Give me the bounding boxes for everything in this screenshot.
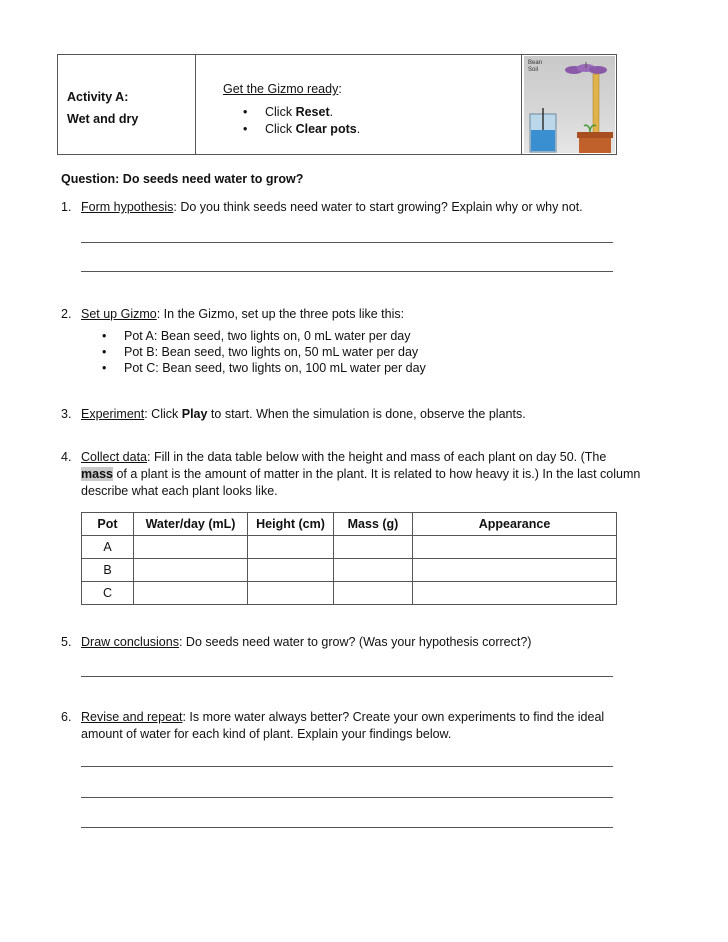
- bullet-icon: •: [243, 105, 248, 119]
- pot-cell: C: [82, 582, 134, 605]
- column-header: Pot: [82, 513, 134, 536]
- gizmo-ready-heading: Get the Gizmo ready:: [223, 82, 342, 96]
- bullet-icon: •: [102, 329, 107, 343]
- gizmo-legend: Bean Soil: [528, 60, 543, 73]
- pot-cell: B: [82, 559, 134, 582]
- step-reset: • Click Reset.: [243, 105, 334, 119]
- bullet-icon: •: [102, 361, 107, 375]
- column-header: Water/day (mL): [134, 513, 248, 536]
- input-cell[interactable]: [413, 536, 617, 559]
- header-divider: [195, 55, 196, 154]
- input-cell[interactable]: [334, 582, 413, 605]
- input-cell[interactable]: [248, 536, 334, 559]
- question-heading: Question: Do seeds need water to grow?: [61, 172, 304, 186]
- input-cell[interactable]: [248, 582, 334, 605]
- step-label: Collect data: [81, 450, 148, 464]
- mass-term: mass: [81, 467, 113, 481]
- answer-line[interactable]: [81, 271, 613, 272]
- header-divider: [521, 55, 522, 154]
- gizmo-scene-icon: [524, 56, 615, 153]
- answer-line[interactable]: [81, 676, 613, 677]
- column-header: Appearance: [413, 513, 617, 536]
- pot-setting-b: • Pot B: Bean seed, two lights on, 50 mL water per day: [102, 345, 419, 359]
- bullet-icon: •: [102, 345, 107, 359]
- answer-line[interactable]: [81, 766, 613, 767]
- column-header: Mass (g): [334, 513, 413, 536]
- table-row: [82, 582, 617, 605]
- input-cell[interactable]: [134, 582, 248, 605]
- input-cell[interactable]: [334, 536, 413, 559]
- activity-title: Wet and dry: [67, 112, 139, 126]
- column-header: Height (cm): [248, 513, 334, 536]
- pot-setting-c: • Pot C: Bean seed, two lights on, 100 mL water per day: [102, 361, 426, 375]
- activity-label: Activity A:: [67, 90, 129, 104]
- gizmo-screenshot: [524, 56, 615, 153]
- bullet-icon: •: [243, 122, 248, 136]
- pot-cell: A: [82, 536, 134, 559]
- table-row: [82, 559, 617, 582]
- step-label: Set up Gizmo: [81, 307, 157, 321]
- answer-line[interactable]: [81, 797, 613, 798]
- activity-header-box: [57, 54, 617, 155]
- input-cell[interactable]: [334, 559, 413, 582]
- input-cell[interactable]: [248, 559, 334, 582]
- step-label: Form hypothesis: [81, 200, 174, 214]
- step-label: Draw conclusions: [81, 635, 179, 649]
- input-cell[interactable]: [413, 582, 617, 605]
- step-clear-pots: • Click Clear pots.: [243, 122, 361, 136]
- input-cell[interactable]: [413, 559, 617, 582]
- table-header-row: [82, 513, 617, 536]
- input-cell[interactable]: [134, 559, 248, 582]
- table-row: [82, 536, 617, 559]
- data-table: [81, 512, 617, 605]
- step-label: Revise and repeat: [81, 710, 183, 724]
- input-cell[interactable]: [134, 536, 248, 559]
- step-label: Experiment: [81, 407, 145, 421]
- answer-line[interactable]: [81, 827, 613, 828]
- pot-setting-a: • Pot A: Bean seed, two lights on, 0 mL water per day: [102, 329, 411, 343]
- answer-line[interactable]: [81, 242, 613, 243]
